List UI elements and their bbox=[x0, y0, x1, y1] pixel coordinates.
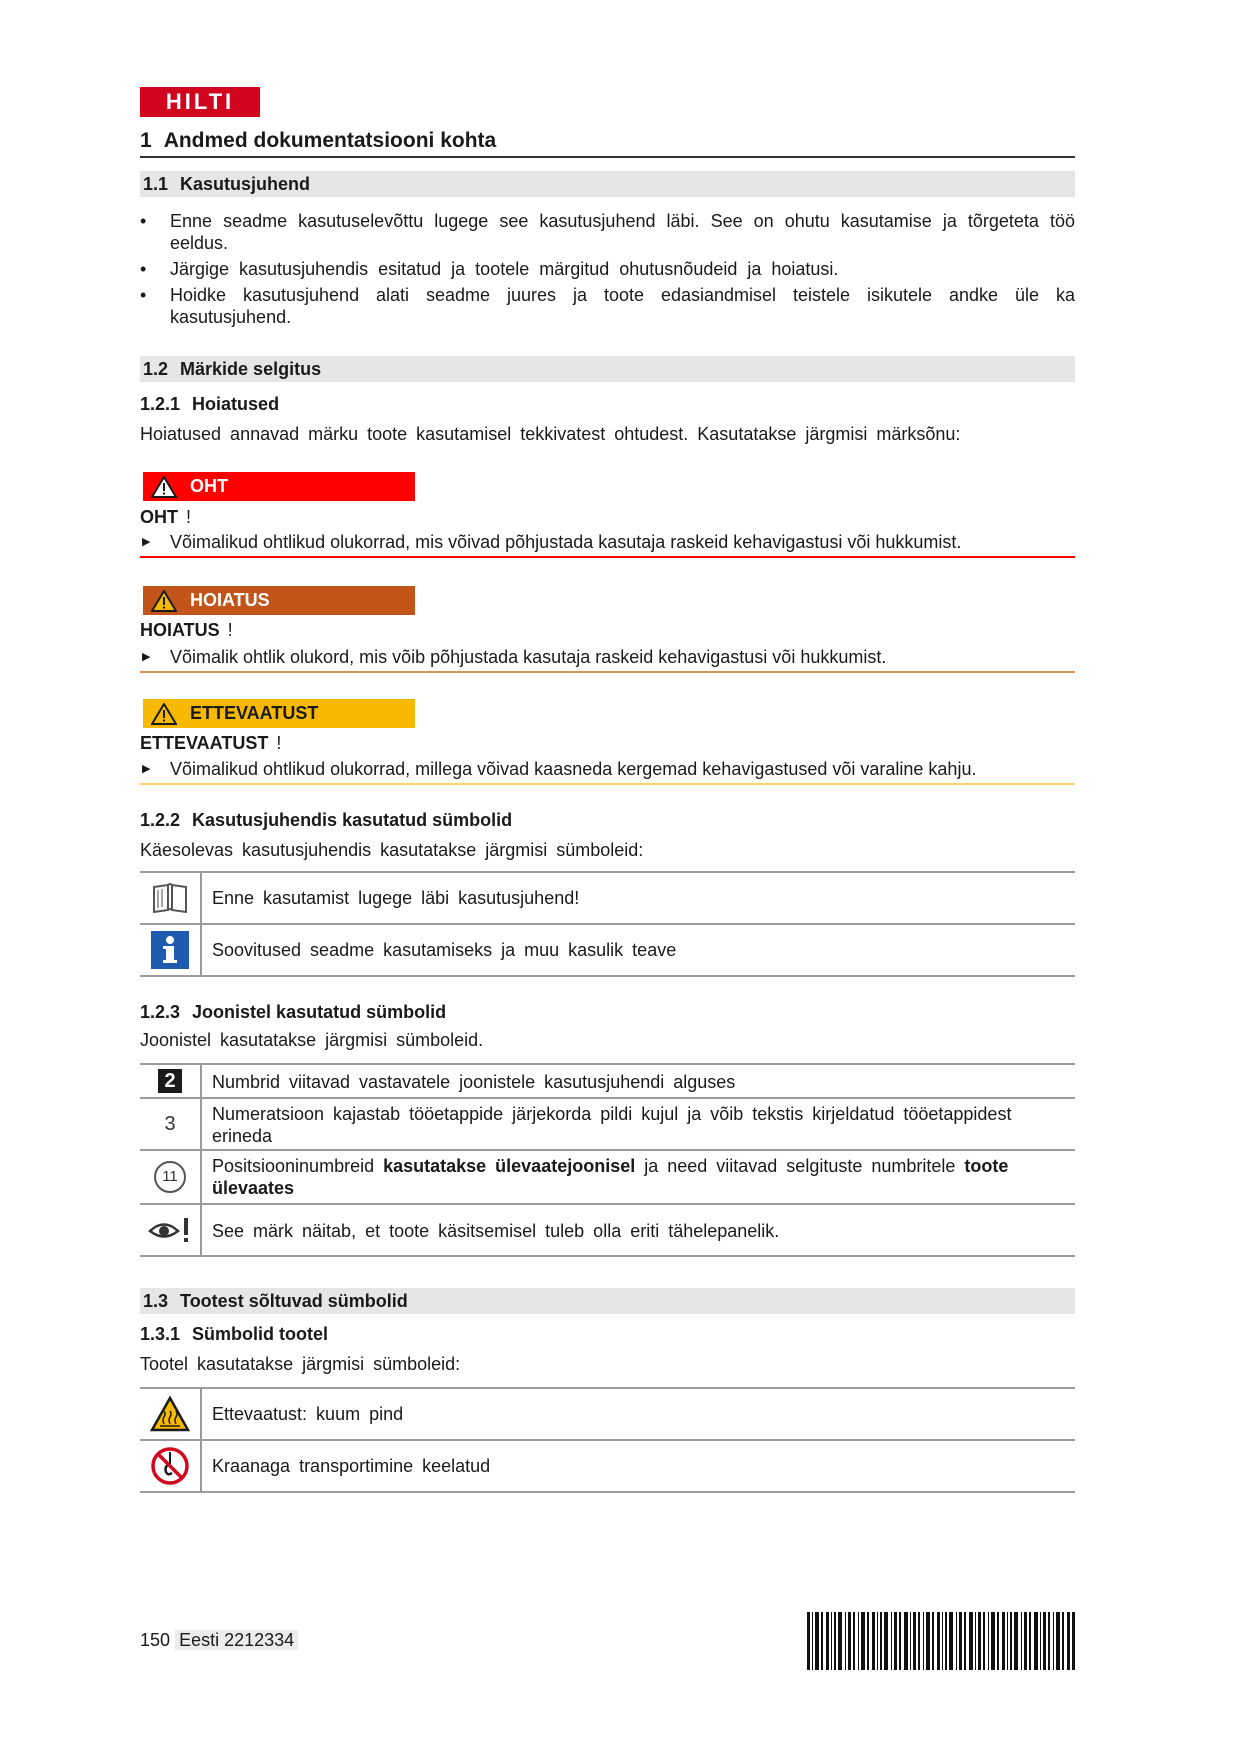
doc-number: 2212334 bbox=[224, 1630, 295, 1650]
caution-description: ▶ Võimalikud ohtlikud olukorrad, millega võivad kaasneda kergemad kehavigastused või varaline kahju. bbox=[142, 759, 977, 779]
language-label: Eesti 2212334 bbox=[175, 1630, 298, 1650]
drawing-symbols-intro: Joonistel kasutatakse järgmisi sümboleid. bbox=[140, 1030, 484, 1050]
page-footer bbox=[140, 1628, 298, 1652]
page-number: 150 bbox=[140, 1630, 171, 1650]
section-title: Märkide selgitus bbox=[180, 359, 322, 379]
step-number-icon: 3 bbox=[164, 1112, 176, 1135]
table-row bbox=[140, 1065, 1075, 1099]
section-1-2-heading bbox=[140, 356, 1075, 382]
barcode-icon bbox=[807, 1612, 1075, 1670]
section-number: 1.1 bbox=[143, 174, 169, 194]
section-1-heading bbox=[140, 126, 1075, 158]
danger-signal-box bbox=[143, 472, 415, 501]
symbol-description: See märk näitab, et toote käsitsemisel tuleb olla eriti tähelepanelik. bbox=[212, 1221, 780, 1241]
info-icon bbox=[151, 931, 189, 969]
section-number: 1 bbox=[140, 129, 152, 152]
danger-signal-word: OHT ! bbox=[140, 507, 192, 527]
product-symbols-intro: Tootel kasutatakse järgmisi sümboleid: bbox=[140, 1354, 461, 1374]
section-number: 1.2 bbox=[143, 359, 169, 379]
figure-number-icon: 2 bbox=[158, 1069, 182, 1093]
section-number: 1.3 bbox=[143, 1291, 169, 1311]
hilti-logo: HILTI bbox=[140, 87, 260, 117]
list-item: • Enne seadme kasutuselevõttu lugege see kasutusjuhend läbi. See on ohutu kasutamise ja tõrgeteta töö eeldus. bbox=[140, 211, 1075, 253]
hot-surface-icon bbox=[150, 1396, 190, 1432]
warning-signal-box bbox=[143, 586, 415, 615]
section-1-2-3-heading: 1.2.3 Joonistel kasutatud sümbolid bbox=[140, 1002, 447, 1022]
warning-divider bbox=[140, 671, 1075, 673]
symbol-description: Numbrid viitavad vastavatele joonistele kasutusjuhendi alguses bbox=[212, 1072, 736, 1092]
warnings-intro: Hoiatused annavad märku toote kasutamisel tekkivatest ohtudest. Kasutatakse järgmisi märksõnu: bbox=[140, 424, 961, 444]
caution-signal-box bbox=[143, 699, 415, 728]
table-row bbox=[140, 1099, 1075, 1151]
attention-eye-icon bbox=[148, 1215, 192, 1245]
danger-description: ▶ Võimalikud ohtlikud olukorrad, mis võivad põhjustada kasutaja raskeid kehavigastusi või hukkumist. bbox=[142, 532, 962, 552]
symbol-description: Numeratsioon kajastab tööetappide järjekorda pildi kujul ja võib tekstis kirjeldatud tööetappidest erineda bbox=[212, 1104, 1012, 1146]
table-row bbox=[140, 873, 1075, 925]
section-title: Andmed dokumentatsiooni kohta bbox=[163, 129, 497, 152]
symbol-description: Positsiooninumbreid kasutatakse ülevaatejoonisel ja need viitavad selgituste numbritele toote ülevaates bbox=[212, 1156, 1009, 1198]
table-row bbox=[140, 1151, 1075, 1205]
warning-description: ▶ Võimalik ohtlik olukord, mis võib põhjustada kasutaja raskeid kehavigastusi või hukkumist. bbox=[142, 647, 887, 667]
section-title: Tootest sõltuvad sümbolid bbox=[180, 1291, 408, 1311]
table-row bbox=[140, 1389, 1075, 1441]
table-row bbox=[140, 925, 1075, 977]
danger-divider bbox=[140, 556, 1075, 558]
section-title: Kasutusjuhend bbox=[180, 174, 311, 194]
warning-triangle-icon bbox=[151, 590, 177, 612]
document-page bbox=[140, 0, 1075, 1754]
usage-bullet-list bbox=[140, 210, 1130, 332]
warning-triangle-icon bbox=[151, 476, 177, 498]
symbol-description: Enne kasutamist lugege läbi kasutusjuhend! bbox=[212, 888, 580, 908]
section-1-3-1-heading: 1.3.1 Sümbolid tootel bbox=[140, 1324, 329, 1344]
table-row bbox=[140, 1205, 1075, 1257]
symbol-description: Kraanaga transportimine keelatud bbox=[212, 1456, 491, 1476]
book-icon bbox=[151, 882, 189, 914]
warning-signal-word: HOIATUS ! bbox=[140, 620, 233, 640]
symbol-description: Ettevaatust: kuum pind bbox=[212, 1404, 404, 1424]
list-item: • Järgige kasutusjuhendis esitatud ja tootele märgitud ohutusnõudeid ja hoiatusi. bbox=[140, 259, 839, 279]
list-item: • Hoidke kasutusjuhend alati seadme juures ja toote edasiandmisel teistele isikutele andke üle ka kasutusjuhend. bbox=[140, 285, 1075, 327]
section-1-1-heading bbox=[140, 171, 1075, 197]
section-1-2-1-heading: 1.2.1 Hoiatused bbox=[140, 394, 280, 414]
warning-triangle-icon bbox=[151, 703, 177, 725]
symbol-description: Soovitused seadme kasutamiseks ja muu kasulik teave bbox=[212, 940, 677, 960]
position-number-icon: 11 bbox=[154, 1161, 186, 1193]
signal-label: HOIATUS bbox=[190, 590, 270, 610]
section-1-2-2-heading: 1.2.2 Kasutusjuhendis kasutatud sümbolid bbox=[140, 810, 513, 830]
table-row bbox=[140, 1441, 1075, 1493]
caution-divider bbox=[140, 783, 1075, 785]
signal-label: ETTEVAATUST bbox=[190, 703, 319, 723]
caution-signal-word: ETTEVAATUST ! bbox=[140, 733, 282, 753]
signal-label: OHT bbox=[190, 476, 228, 496]
section-1-3-heading bbox=[140, 1288, 1075, 1314]
no-crane-icon bbox=[150, 1446, 190, 1486]
manual-symbols-intro: Käesolevas kasutusjuhendis kasutatakse järgmisi sümboleid: bbox=[140, 840, 644, 860]
